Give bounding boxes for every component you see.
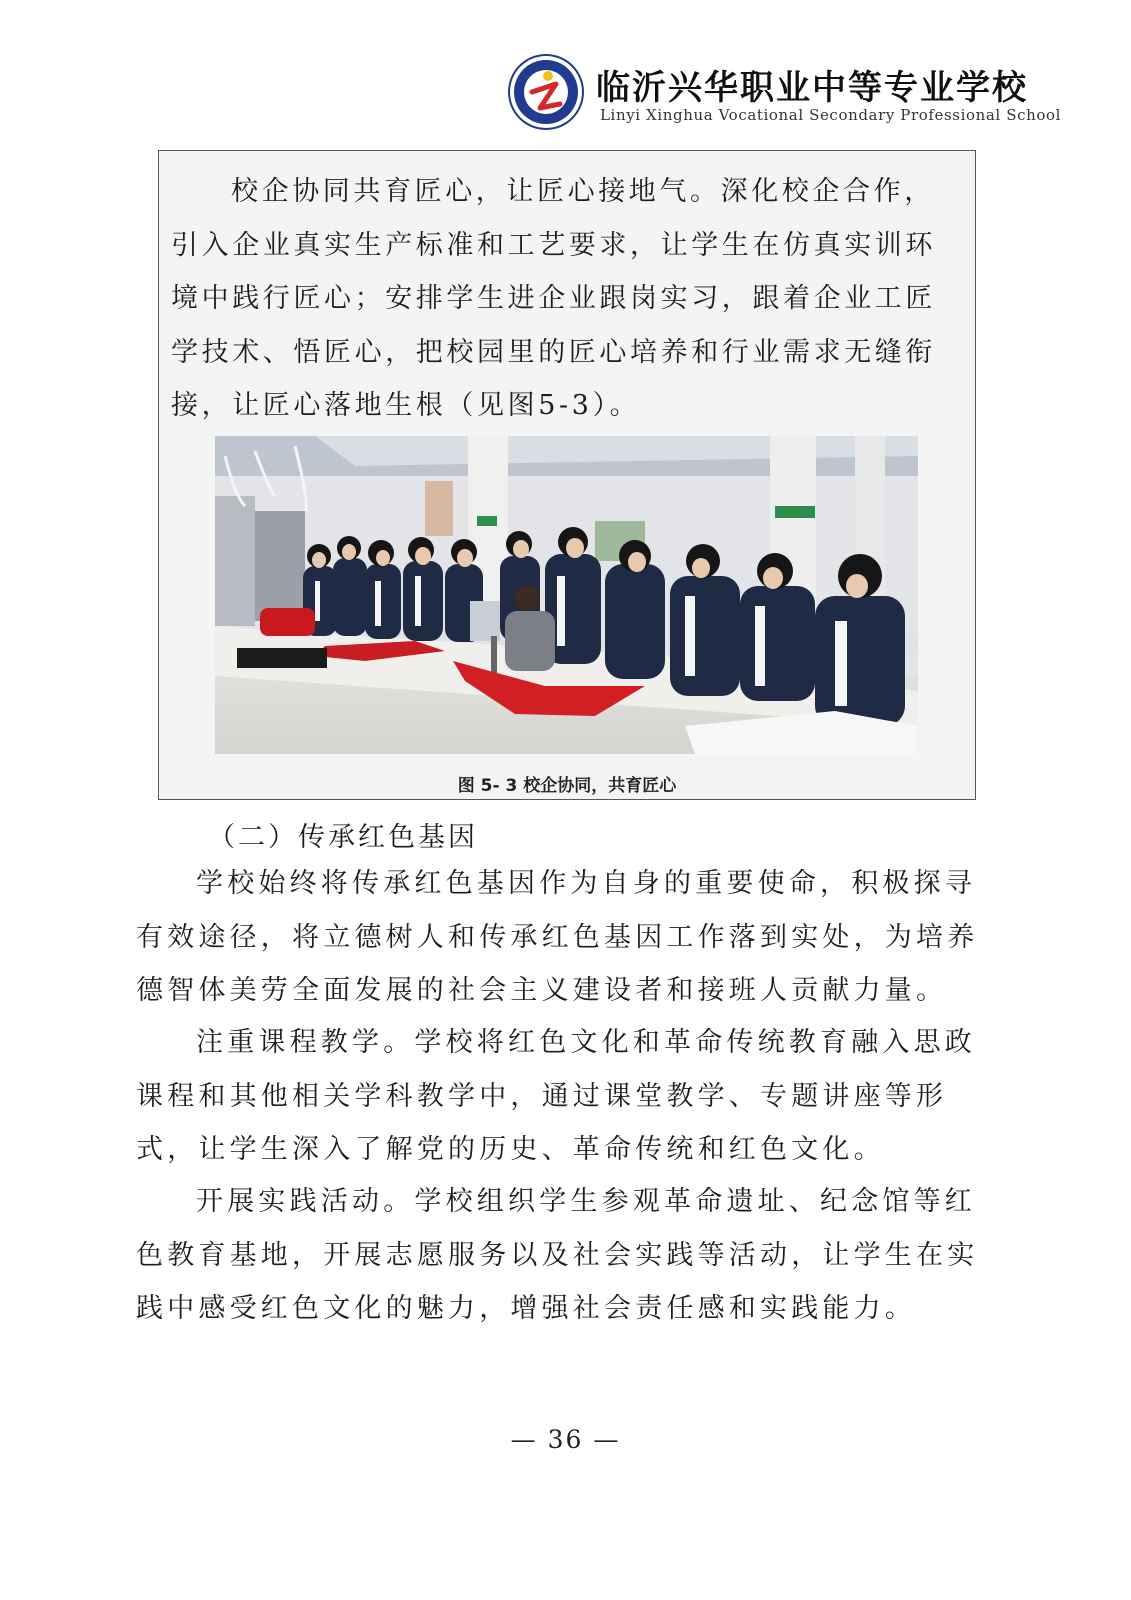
- school-logo-icon: [510, 56, 582, 128]
- page-header: [510, 52, 1070, 132]
- section-heading: （二）传承红色基因: [208, 822, 478, 853]
- figure-caption: 图 5- 3 校企协同，共育匠心: [457, 776, 677, 796]
- framed-box: [158, 150, 976, 800]
- body-paragraph: 学校始终将传承红色基因作为自身的重要使命，积极探寻有效途径，将立德树人和传承红色基因工作落到实处，为培养德智体美劳全面发展的社会主义建设者和接班人贡献力量。: [136, 868, 979, 1006]
- page-number: — 36 —: [510, 1425, 621, 1454]
- training-photo: [215, 436, 918, 754]
- body-paragraph: 开展实践活动。学校组织学生参观革命遗址、纪念馆等红色教育基地，开展志愿服务以及社会实践等活动，让学生在实践中感受红色文化的魅力，增强社会责任感和实践能力。: [136, 1186, 979, 1324]
- box-paragraph: 校企协同共育匠心，让匠心接地气。深化校企合作，引入企业真实生产标准和工艺要求，让学生在仿真实训环境中践行匠心；安排学生进企业跟岗实习，跟着企业工匠学技术、悟匠心，把校园里的匠心培养和行业需求无缝衔接，让匠心落地生根（见图5-3）。: [171, 176, 936, 421]
- body-paragraph: 注重课程教学。学校将红色文化和革命传统教育融入思政课程和其他相关学科教学中，通过课堂教学、专题讲座等形式，让学生深入了解党的历史、革命传统和红色文化。: [136, 1027, 976, 1165]
- school-name-cn: 临沂兴华职业中等专业学校: [596, 68, 1028, 108]
- school-name-en: Linyi Xinghua Vocational Secondary Professional School: [600, 106, 1061, 124]
